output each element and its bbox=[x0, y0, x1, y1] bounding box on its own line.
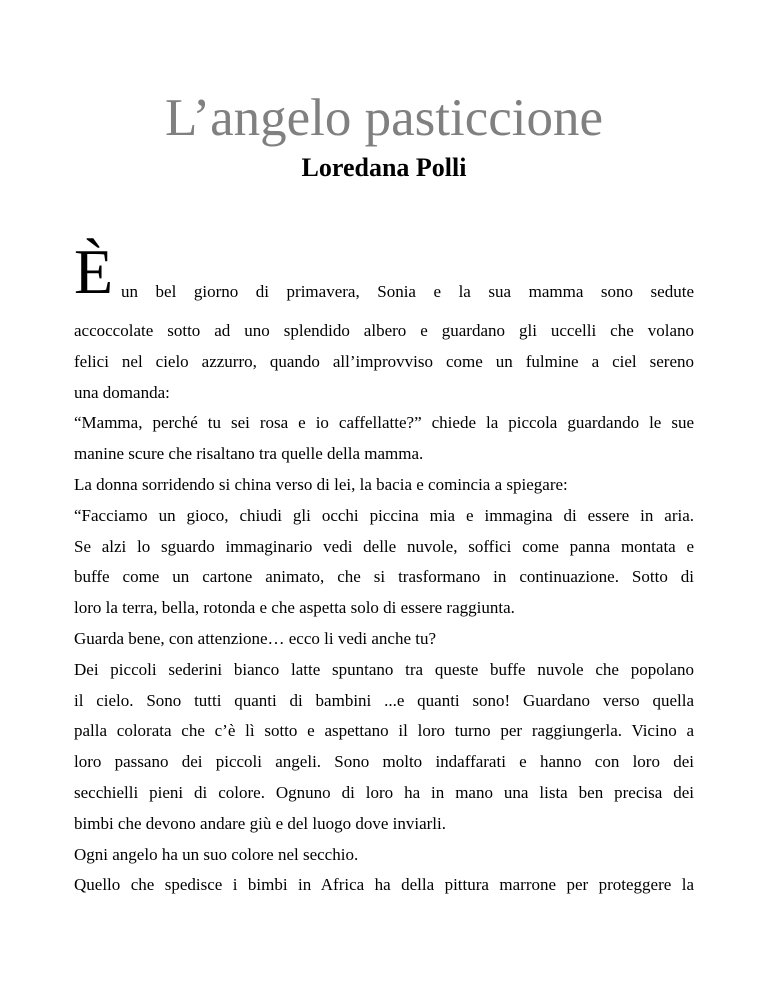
text-line: loro la terra, bella, rotonda e che aspetta solo di essere raggiunta. bbox=[74, 598, 515, 618]
text-line: accoccolate sotto ad uno splendido albero e guardano gli uccelli che volano bbox=[74, 321, 694, 340]
text-line: Se alzi lo sguardo immaginario vedi delle nuvole, soffici come panna montata e bbox=[74, 536, 694, 556]
drop-cap: È bbox=[74, 236, 114, 307]
text-line: una domanda: bbox=[74, 382, 170, 402]
story-title: L’angelo pasticcione bbox=[164, 89, 604, 147]
text-line: “Mamma, perché tu sei rosa e io caffellatte?” chiede la piccola guardando le sue bbox=[74, 413, 694, 433]
text-line: buffe come un cartone animato, che si trasformano in continuazione. Sotto di bbox=[74, 567, 694, 587]
text-line: palla colorata che c’è lì sotto e aspettano il loro turno per raggiungerla. Vicino a bbox=[74, 721, 694, 741]
text-line: loro passano dei piccoli angeli. Sono molto indaffarati e hanno con loro dei bbox=[74, 752, 694, 772]
text-line: Dei piccoli sederini bianco latte spuntano tra queste buffe nuvole che popolano bbox=[74, 659, 694, 679]
text-line: “Facciamo un gioco, chiudi gli occhi piccina mia e immagina di essere in aria. bbox=[74, 505, 694, 525]
text-line: La donna sorridendo si china verso di lei, la bacia e comincia a spiegare: bbox=[74, 474, 568, 494]
text-line: secchielli pieni di colore. Ognuno di loro ha in mano una lista ben precisa dei bbox=[74, 782, 694, 802]
opening-line bbox=[74, 238, 694, 306]
text-line: il cielo. Sono tutti quanti di bambini ...e quanti sono! Guardano verso quella bbox=[74, 690, 694, 710]
text-line: Guarda bene, con attenzione… ecco li vedi anche tu? bbox=[74, 628, 437, 648]
text-line: bimbi che devono andare giù e del luogo dove inviarli. bbox=[74, 813, 447, 833]
opening-line-text: un bel giorno di primavera, Sonia e la sua mamma sono sedute bbox=[121, 282, 694, 301]
text-line: manine scure che risaltano tra quelle della mamma. bbox=[74, 444, 424, 464]
text-line: Quello che spedisce i bimbi in Africa ha della pittura marrone per proteggere la bbox=[74, 875, 694, 895]
author-name: Loredana Polli bbox=[301, 153, 467, 182]
text-line: felici nel cielo azzurro, quando all’improvviso come un fulmine a ciel sereno bbox=[74, 351, 694, 371]
text-line: Ogni angelo ha un suo colore nel secchio. bbox=[74, 844, 359, 864]
story-body bbox=[74, 316, 694, 901]
